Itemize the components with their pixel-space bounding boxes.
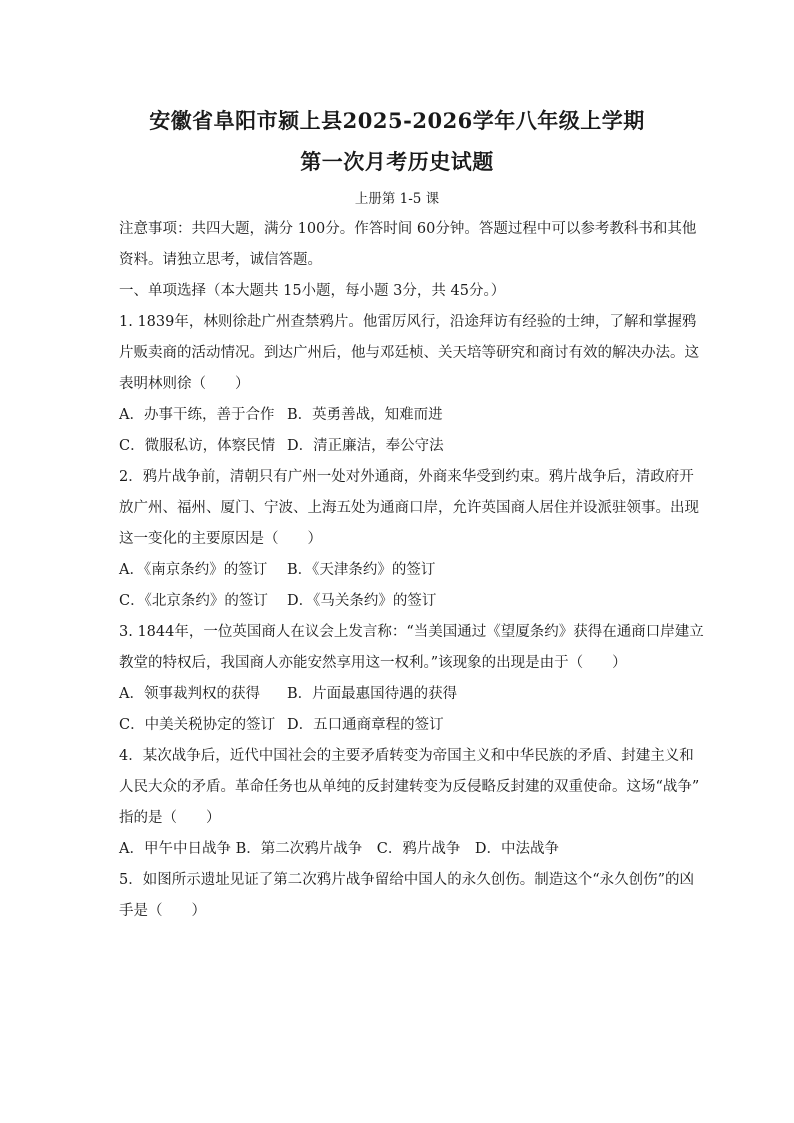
option-d: D．清正廉洁，奉公守法 [287,438,444,454]
question-5-line: 5．如图所示遗址见证了第二次鸦片战争留给中国人的永久创伤。制造这个“永久创伤”的凶 [119,872,695,888]
question-4-line: 4．某次战争后，近代中国社会的主要矛盾转变为帝国主义和中华民族的矛盾、封建主义和 [119,748,694,764]
option-b: B．片面最惠国待遇的获得 [287,686,458,702]
option-b: B．英勇善战，知难而进 [287,407,443,423]
question-3-options-row [119,682,457,703]
option-a: A．办事干练，善于合作 [119,407,275,423]
question-2-line: 2．鸦片战争前，清朝只有广州一处对外通商，外商来华受到约束。鸦片战争后，清政府开 [119,469,694,485]
question-1-line: 1. 1839年，林则徐赴广州查禁鸦片。他雷厉风行，沿途拜访有经验的士绅，了解和掌握鸦 [119,314,697,330]
question-3-line: 3. 1844年，一位英国商人在议会上发言称：“当美国通过《望厦条约》获得在通商口岸建立 [119,624,704,640]
question-1-options-row [119,403,443,424]
question-5-line: 手是（ ） [119,903,206,919]
section-heading: 一、单项选择（本大题共 15小题，每小题 3分，共 45分。） [119,283,506,299]
option-b: B．《天津条约》的签订 [287,562,436,578]
question-1-line: 表明林则徐（ ） [119,376,250,392]
question-3-options-row [119,713,444,734]
option-d: D．五口通商章程的签订 [287,717,444,733]
exam-title-line1: 安徽省阜阳市颍上县2025-2026学年八年级上学期 [149,108,645,133]
question-4-line: 人民大众的矛盾。革命任务也从单纯的反封建转变为反侵略反封建的双重使命。这场“战争” [119,779,700,795]
notice-line: 资料。请独立思考，诚信答题。 [119,252,322,268]
question-2-options-row [119,558,435,579]
exam-subtitle: 上册第 1-5 课 [354,191,440,207]
question-1-options-row [119,434,444,455]
question-2-options-row [119,589,436,610]
exam-title-line2: 第一次月考历史试题 [300,149,494,174]
question-1-line: 片贩卖商的活动情况。到达广州后，他与邓廷桢、关天培等研究和商讨有效的解决办法。这 [119,345,699,361]
option-c: C．中美关税协定的签订 [119,717,276,733]
notice-line: 注意事项：共四大题，满分 100分。作答时间 60分钟。答题过程中可以参考教科书和其他 [119,221,697,237]
question-2-line: 这一变化的主要原因是（ ） [119,531,322,547]
option-c: C．微服私访，体察民情 [119,438,276,454]
option-d: D．《马关条约》的签订 [287,593,437,609]
question-4-line: 指的是（ ） [119,810,221,826]
option-a: A．领事裁判权的获得 [119,686,260,702]
question-4-options-row: A．甲午中日战争 B．第二次鸦片战争 C．鸦片战争 D．中法战争 [119,841,559,857]
option-a: A．《南京条约》的签订 [119,562,268,578]
question-3-line: 教堂的特权后，我国商人亦能安然享用这一权利。”该现象的出现是由于（ ） [119,655,627,671]
question-2-line: 放广州、福州、厦门、宁波、上海五处为通商口岸，允许英国商人居住并设派驻领事。出现 [119,500,699,516]
option-c: C．《北京条约》的签订 [119,593,268,609]
